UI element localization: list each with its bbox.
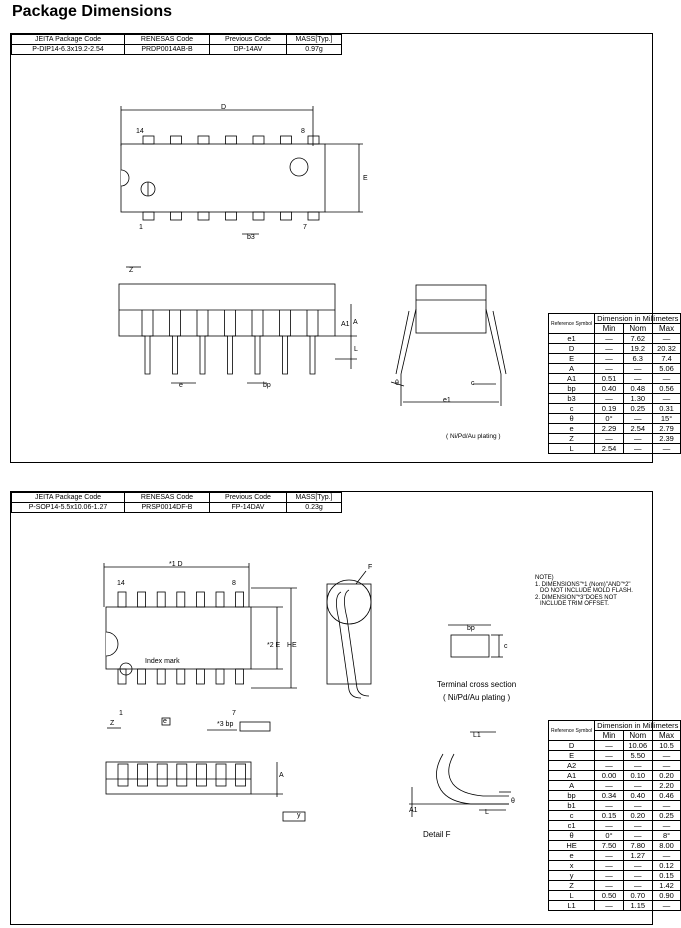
dimension-cell: 7.50 [595,841,624,851]
ref-symbol-cell: b3 [549,394,595,404]
dip-package-panel [10,33,679,463]
ref-symbol-cell: e1 [549,334,595,344]
sop-package-panel [10,491,679,925]
label-pin1: 1 [119,710,123,717]
page-title: Package Dimensions [12,3,173,20]
dip-pin [281,136,292,144]
table-row [549,881,681,891]
dip-pin [253,212,264,220]
col-max: Max [652,731,681,741]
ref-symbol-cell: E [549,354,595,364]
dip-lead [170,310,181,374]
table-row [549,901,681,911]
dimension-cell: — [595,851,624,861]
ref-symbol-cell: bp [549,384,595,394]
ref-symbol-cell: A1 [549,374,595,384]
dimension-cell: 0.70 [623,891,652,901]
sop-lead [216,764,226,786]
dimension-cell: — [623,821,652,831]
label-index-mark: Index mark [145,658,180,665]
detail-caption: Detail F [423,830,451,839]
dip-lead [225,310,236,374]
label-A1: A1 [409,807,418,814]
label-F: F [368,564,373,571]
label-E: *2 E [267,642,281,649]
table-row [549,861,681,871]
dip-top-view [121,106,363,234]
ref-symbol-cell: A1 [549,771,595,781]
dip-lead [280,310,291,374]
label-Z: Z [129,267,134,274]
sop-pin [138,669,146,684]
table-row [549,851,681,861]
sop-lead [118,764,128,786]
dimension-cell: 7.80 [623,841,652,851]
label-b3: b3 [247,234,255,241]
dimension-cell: 1.15 [623,901,652,911]
dimension-cell: 10.06 [623,741,652,751]
ref-symbol-cell: L [549,891,595,901]
dimension-cell: — [595,741,624,751]
table-row [549,761,681,771]
table-row [549,781,681,791]
dip-pin [226,212,237,220]
sop-end-view [327,571,371,698]
dimension-cell: 0.50 [595,891,624,901]
label-e1: e1 [443,397,451,404]
dip-side-view [119,267,357,383]
dimension-cell: — [595,881,624,891]
label-pin7: 7 [232,710,236,717]
ref-symbol-cell: e [549,851,595,861]
dimension-cell: — [623,801,652,811]
dimension-cell: 0.20 [652,771,681,781]
label-L: L [485,809,489,816]
dimension-cell: 0.34 [595,791,624,801]
dimension-cell: — [623,414,652,424]
info-value: 0.23g [287,503,342,513]
label-Z: Z [110,720,115,727]
dimension-cell: 19.2 [623,344,652,354]
dimension-cell: — [595,364,624,374]
dimension-cell: 15° [652,414,681,424]
sop-pin [177,592,185,607]
label-c: c [504,643,508,650]
table-row [549,741,681,751]
label-e: e [163,718,167,725]
sop-pin [118,592,126,607]
info-header: MASS[Typ.] [287,493,342,503]
dip-lead [142,310,153,374]
label-D: *1 D [169,561,183,568]
ref-symbol-cell: bp [549,791,595,801]
dimension-cell: 5.06 [652,364,681,374]
dimension-header: Dimension in Millimeters [595,721,681,731]
col-nom: Nom [623,324,652,334]
label-D: D [221,104,227,111]
dimension-cell: 0.20 [623,811,652,821]
dip-end-view [391,285,506,406]
table-row [549,404,681,414]
table-row [549,801,681,811]
dip-lead [197,310,208,374]
sop-pin [118,669,126,684]
dimension-header: Dimension in Millimeters [595,314,681,324]
ref-symbol-cell: L1 [549,901,595,911]
dimension-cell: — [652,851,681,861]
dimension-cell: 2.29 [595,424,624,434]
dimension-cell: — [595,751,624,761]
label-pin14: 14 [117,580,125,587]
dimension-cell: — [595,394,624,404]
dimension-cell: — [652,901,681,911]
info-value: PRSP0014DF-B [125,503,210,513]
dimension-cell: 2.79 [652,424,681,434]
info-value: DP-14AV [210,45,287,55]
dimension-cell: — [595,871,624,881]
dimension-cell: 7.4 [652,354,681,364]
dimension-cell: 0.10 [623,771,652,781]
label-pin1: 1 [139,224,143,231]
table-row [549,891,681,901]
dimension-cell: — [595,334,624,344]
ref-symbol-cell: L [549,444,595,454]
dimension-cell: 0.51 [595,374,624,384]
ref-symbol-cell: c [549,811,595,821]
dimension-cell: 5.50 [623,751,652,761]
info-value: FP-14DAV [210,503,287,513]
label-pin7: 7 [303,224,307,231]
sop-pin [216,592,224,607]
dimension-cell: — [595,781,624,791]
table-row [549,444,681,454]
table-row [549,871,681,881]
sop-pin [138,592,146,607]
terminal-caption: Terminal cross section [437,680,517,689]
table-row [549,354,681,364]
dip-lead [307,310,318,374]
ref-symbol-cell: A [549,781,595,791]
label-pin8: 8 [232,580,236,587]
dip-pin [281,212,292,220]
dimension-cell: — [623,831,652,841]
sop-pin [177,669,185,684]
dimension-cell: — [652,801,681,811]
dimension-cell: — [652,761,681,771]
dimension-cell: — [623,781,652,791]
dimension-cell: 0° [595,414,624,424]
dimension-cell: 0.40 [623,791,652,801]
sop-lead [138,764,148,786]
table-row [549,424,681,434]
dimension-cell: — [652,334,681,344]
sop-lead [157,764,167,786]
table-row [549,831,681,841]
dimension-cell: 1.42 [652,881,681,891]
dimension-cell: 1.27 [623,851,652,861]
terminal-cross-section [448,625,503,657]
dimension-cell: — [595,434,624,444]
dip-dimension-table [548,313,681,454]
dimension-cell: — [623,761,652,771]
label-theta: θ [395,380,399,387]
dimension-cell: 0.46 [652,791,681,801]
dip-lead [252,310,263,374]
sop-dimension-table [548,720,681,911]
ref-symbol-cell: y [549,871,595,881]
dimension-cell: — [595,344,624,354]
dimension-cell: 8.00 [652,841,681,851]
dip-pin [308,212,319,220]
dimension-cell: 2.39 [652,434,681,444]
col-nom: Nom [623,731,652,741]
label-pin8: 8 [301,128,305,135]
dip-plating-note: ( Ni/Pd/Au plating ) [446,433,501,440]
dimension-cell: 0.15 [652,871,681,881]
table-row [549,771,681,781]
table-row [549,841,681,851]
dimension-cell: 2.20 [652,781,681,791]
info-value: P-DIP14-6.3x19.2-2.54 [12,45,125,55]
table-row [549,374,681,384]
sop-side-view [106,762,305,821]
sop-pin [157,669,165,684]
info-header: RENESAS Code [125,493,210,503]
label-e: e [179,382,183,389]
dimension-cell: 0.56 [652,384,681,394]
table-row [549,344,681,354]
label-HE: HE [287,642,297,649]
dimension-cell: 1.30 [623,394,652,404]
sop-lead [177,764,187,786]
dimension-cell: — [623,364,652,374]
label-pin14: 14 [136,128,144,135]
dip-pin [171,136,182,144]
info-header: MASS[Typ.] [287,35,342,45]
info-header: JEITA Package Code [12,35,125,45]
dimension-cell: — [595,354,624,364]
dimension-cell: — [595,821,624,831]
dip-pin [226,136,237,144]
table-row [549,434,681,444]
table-row [549,384,681,394]
dimension-cell: — [652,374,681,384]
dip-pin [198,212,209,220]
dimension-cell: — [652,821,681,831]
dip-pin [143,212,154,220]
sop-pin [196,592,204,607]
dimension-cell: 10.5 [652,741,681,751]
dimension-cell: 0.31 [652,404,681,414]
dimension-cell: — [623,861,652,871]
info-value: 0.97g [287,45,342,55]
ref-symbol-cell: θ [549,414,595,424]
dimension-cell: — [623,444,652,454]
sop-lead [236,764,246,786]
dimension-cell: 0.12 [652,861,681,871]
sop-pin [157,592,165,607]
label-A: A [353,319,358,326]
dimension-cell: — [623,434,652,444]
detail-f-drawing [409,732,511,817]
sop-pin [196,669,204,684]
dimension-cell: 2.54 [623,424,652,434]
sop-note: NOTE) 1. DIMENSIONS"*1 (Nom)"AND"*2" DO NOT INCLUDE MOLD FLASH. 2. DIMENSION"*3"DOES NOT INCLUDE TRIM OFFSET. [535,575,633,607]
dimension-cell: 6.3 [623,354,652,364]
dimension-cell: — [623,881,652,891]
label-A: A [279,772,284,779]
sop-pin [236,592,244,607]
label-L: L [354,346,358,353]
label-bp: *3 bp [217,721,234,728]
label-bp: bp [263,382,271,389]
table-row [549,414,681,424]
ref-symbol-cell: D [549,741,595,751]
ref-symbol-cell: c [549,404,595,414]
label-y: y [297,812,301,819]
dimension-cell: — [652,444,681,454]
col-max: Max [652,324,681,334]
ref-symbol-cell: Z [549,881,595,891]
label-E: E [363,175,368,182]
dip-pin [198,136,209,144]
dip-pin [253,136,264,144]
dimension-cell: 0.40 [595,384,624,394]
ref-symbol-cell: c1 [549,821,595,831]
dimension-cell: — [623,374,652,384]
dip-pin [171,212,182,220]
dimension-cell: — [595,861,624,871]
dimension-cell: — [652,751,681,761]
table-row [549,791,681,801]
ref-symbol-cell: E [549,751,595,761]
ref-symbol-header: Reference Symbol [549,314,595,334]
dimension-cell: 0.25 [652,811,681,821]
dimension-cell: 8° [652,831,681,841]
sop-pin [216,669,224,684]
info-header: JEITA Package Code [12,493,125,503]
table-row [549,364,681,374]
info-header: RENESAS Code [125,35,210,45]
dimension-cell: 0.25 [623,404,652,414]
ref-symbol-cell: A [549,364,595,374]
ref-symbol-cell: HE [549,841,595,851]
label-c: c [471,380,475,387]
dimension-cell: 7.62 [623,334,652,344]
ref-symbol-cell: A2 [549,761,595,771]
table-row [549,334,681,344]
table-row [549,751,681,761]
dimension-cell: — [652,394,681,404]
dimension-cell: 0.15 [595,811,624,821]
ref-symbol-cell: e [549,424,595,434]
ref-symbol-cell: θ [549,831,595,841]
dip-pin [308,136,319,144]
table-row [549,394,681,404]
info-header: Previous Code [210,493,287,503]
info-value: P-SOP14-5.5x10.06-1.27 [12,503,125,513]
dimension-cell: — [595,761,624,771]
col-min: Min [595,731,624,741]
dimension-cell: 2.54 [595,444,624,454]
table-row [549,821,681,831]
ref-symbol-cell: x [549,861,595,871]
sop-pin [236,669,244,684]
ref-symbol-cell: D [549,344,595,354]
label-theta: θ [511,798,515,805]
label-bp2: bp [467,625,475,632]
sop-lead [196,764,206,786]
info-value: PRDP0014AB-B [125,45,210,55]
dimension-cell: 20.32 [652,344,681,354]
dimension-cell: 0.00 [595,771,624,781]
dimension-cell: — [595,801,624,811]
col-min: Min [595,324,624,334]
table-row [549,811,681,821]
label-L1: L1 [473,732,481,739]
label-A1: A1 [341,321,350,328]
info-header: Previous Code [210,35,287,45]
ref-symbol-cell: Z [549,434,595,444]
dimension-cell: — [595,901,624,911]
ref-symbol-cell: b1 [549,801,595,811]
dimension-cell: 0.48 [623,384,652,394]
ref-symbol-header: Reference Symbol [549,721,595,741]
dimension-cell: 0° [595,831,624,841]
sop-plating-caption: ( Ni/Pd/Au plating ) [443,693,511,702]
dip-pin [143,136,154,144]
dimension-cell: — [623,871,652,881]
dimension-cell: 0.90 [652,891,681,901]
dimension-cell: 0.19 [595,404,624,414]
